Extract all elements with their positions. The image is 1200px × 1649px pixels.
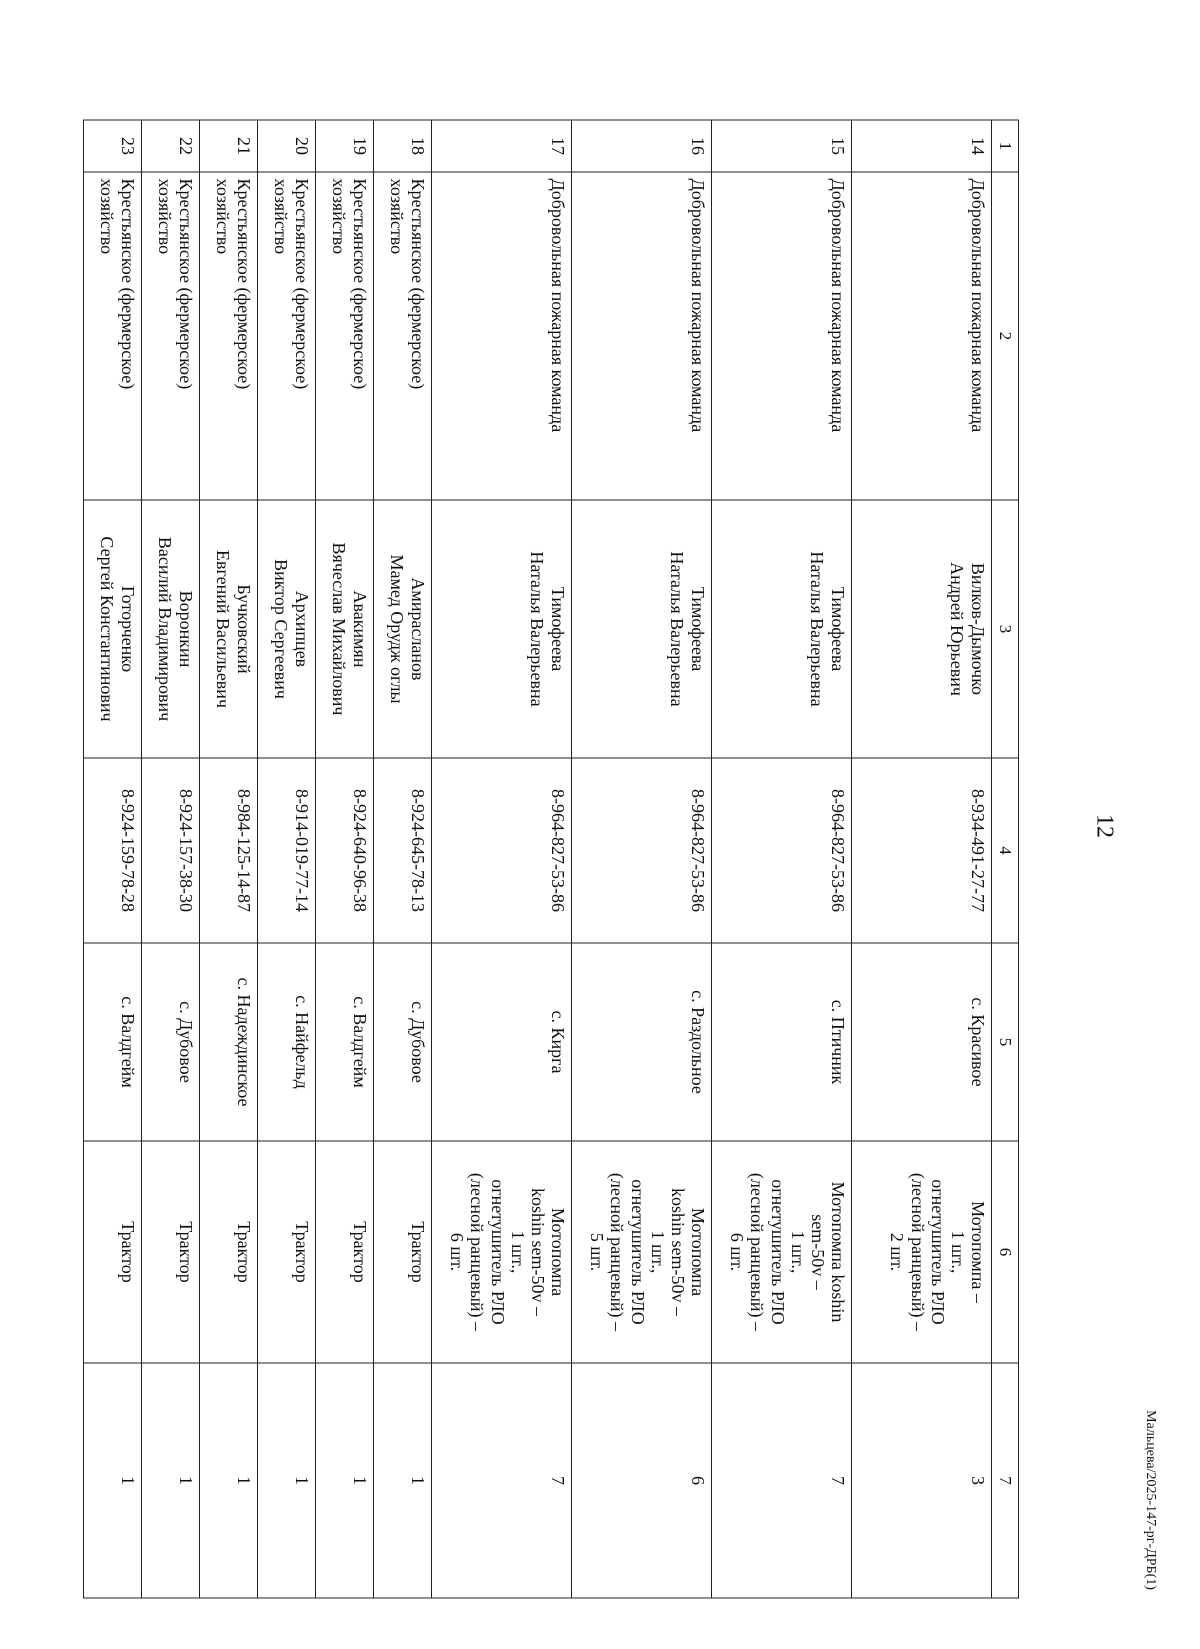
row-number-cell-text: 17: [548, 137, 568, 155]
organization-cell-text: Добровольная пожарная команда: [968, 178, 988, 433]
equipment-cell-text: Трактор: [292, 1221, 312, 1283]
column-header: 7: [992, 1363, 1019, 1598]
count-cell: [712, 1363, 852, 1598]
location-cell: [84, 943, 142, 1141]
equipment-cell: [258, 1141, 316, 1363]
equipment-cell-text: Мотопомпа koshin sem-50v – 1 шт., огнетушитель РЛО (лесной ранцевый) – 6 шт.: [727, 1172, 848, 1332]
table-row: [200, 120, 258, 1598]
row-number-cell-text: 22: [176, 137, 196, 155]
contact-name-cell: [432, 500, 572, 758]
count-cell-text: 1: [408, 1476, 428, 1485]
organization-cell: [374, 172, 432, 500]
contact-name-cell-text: Архипцев Виктор Сергеевич: [271, 559, 312, 699]
column-header: 3: [992, 500, 1019, 758]
contact-name-cell: [852, 500, 992, 758]
count-cell-text: 1: [176, 1476, 196, 1485]
location-cell-text: с. Красивое: [968, 997, 988, 1087]
table-row: [432, 120, 572, 1598]
phone-cell-text: 8-914-019-77-14: [292, 789, 312, 912]
contact-name-cell: [142, 500, 200, 758]
organization-cell-text: Крестьянское (фермерское) хозяйство: [329, 178, 370, 390]
phone-cell: [852, 758, 992, 943]
table-row: [142, 120, 200, 1598]
column-header: 1: [992, 120, 1019, 172]
contact-name-cell: [316, 500, 374, 758]
organization-cell-text: Крестьянское (фермерское) хозяйство: [97, 178, 138, 390]
column-header: 4: [992, 758, 1019, 943]
table-header-row: [992, 120, 1019, 1598]
count-cell-text: 1: [292, 1476, 312, 1485]
phone-cell-text: 8-934-491-27-77: [968, 789, 988, 912]
organization-cell-text: Добровольная пожарная команда: [548, 178, 568, 433]
phone-cell-text: 8-924-645-78-13: [408, 789, 428, 912]
phone-cell-text: 8-964-827-53-86: [828, 789, 848, 912]
table-row: [572, 120, 712, 1598]
location-cell: [200, 943, 258, 1141]
organization-cell-text: Крестьянское (фермерское) хозяйство: [155, 178, 196, 390]
table-row: [852, 120, 992, 1598]
count-cell: [572, 1363, 712, 1598]
count-cell-text: 7: [828, 1476, 848, 1485]
row-number-cell-text: 23: [118, 137, 138, 155]
phone-cell-text: 8-964-827-53-86: [548, 789, 568, 912]
equipment-cell: [374, 1141, 432, 1363]
contact-name-cell-text: Готорченко Сергей Константинович: [97, 536, 138, 722]
equipment-cell: [200, 1141, 258, 1363]
contact-name-cell-text: Амирасланов Мамед Орудж оглы: [387, 554, 428, 704]
organization-cell-text: Крестьянское (фермерское) хозяйство: [271, 178, 312, 390]
contact-name-cell: [258, 500, 316, 758]
row-number-cell-text: 19: [350, 137, 370, 155]
location-cell-text: с. Надеждинское: [234, 977, 254, 1107]
phone-cell: [200, 758, 258, 943]
equipment-cell-text: Трактор: [408, 1221, 428, 1283]
organization-cell: [572, 172, 712, 500]
contact-name-cell-text: Бучковский Евгений Васильевич: [213, 549, 254, 708]
organization-cell: [200, 172, 258, 500]
location-cell: [142, 943, 200, 1141]
organization-cell-text: Добровольная пожарная команда: [688, 178, 708, 433]
organization-cell: [84, 172, 142, 500]
page-number: 12: [1091, 814, 1118, 838]
row-number-cell-text: 15: [828, 137, 848, 155]
phone-cell-text: 8-924-640-96-38: [350, 789, 370, 912]
location-cell-text: с. Валдгейм: [350, 996, 370, 1088]
contact-name-cell: [712, 500, 852, 758]
contact-name-cell-text: Тимофеева Наталья Валерьевна: [807, 551, 848, 707]
row-number-cell-text: 16: [688, 137, 708, 155]
organization-cell: [142, 172, 200, 500]
organization-cell: [258, 172, 316, 500]
phone-cell: [572, 758, 712, 943]
location-cell: [316, 943, 374, 1141]
equipment-cell-text: Трактор: [176, 1221, 196, 1283]
count-cell-text: 6: [688, 1476, 708, 1485]
phone-cell-text: 8-924-157-38-30: [176, 789, 196, 912]
phone-cell-text: 8-984-125-14-87: [234, 789, 254, 912]
location-cell-text: с. Раздольное: [688, 990, 708, 1094]
equipment-cell-text: Мотопомпа – 1 шт., огнетушитель РЛО (лесной ранцевый) – 2 шт.: [887, 1172, 988, 1332]
row-number-cell-text: 21: [234, 137, 254, 155]
row-number-cell: [432, 120, 572, 172]
count-cell: [374, 1363, 432, 1598]
contact-name-cell-text: Тимофеева Наталья Валерьевна: [667, 551, 708, 707]
row-number-cell: [316, 120, 374, 172]
location-cell: [258, 943, 316, 1141]
location-cell: [572, 943, 712, 1141]
table-row: [712, 120, 852, 1598]
contact-name-cell-text: Вилков-Дымочко Андрей Юрьевич: [947, 562, 988, 696]
contact-name-cell-text: Воронкин Василий Владимирович: [155, 536, 196, 722]
organization-cell-text: Крестьянское (фермерское) хозяйство: [213, 178, 254, 390]
row-number-cell: [374, 120, 432, 172]
organization-cell-text: Крестьянское (фермерское) хозяйство: [387, 178, 428, 390]
row-number-cell: [84, 120, 142, 172]
row-number-cell: [712, 120, 852, 172]
count-cell: [142, 1363, 200, 1598]
equipment-cell: [852, 1141, 992, 1363]
equipment-cell-text: Мотопомпа koshin sem-50v – 1 шт., огнетушитель РЛО (лесной ранцевый) – 5 шт.: [587, 1172, 708, 1332]
phone-cell: [316, 758, 374, 943]
location-cell: [374, 943, 432, 1141]
equipment-cell-text: Трактор: [234, 1221, 254, 1283]
contact-name-cell-text: Авакимян Вячеслав Михайлович: [329, 542, 370, 716]
count-cell: [200, 1363, 258, 1598]
phone-cell: [84, 758, 142, 943]
location-cell-text: с. Найфельд: [292, 995, 312, 1089]
row-number-cell: [852, 120, 992, 172]
count-cell: [316, 1363, 374, 1598]
count-cell-text: 7: [548, 1476, 568, 1485]
phone-cell: [142, 758, 200, 943]
phone-cell-text: 8-924-159-78-28: [118, 789, 138, 912]
equipment-cell-text: Трактор: [118, 1221, 138, 1283]
row-number-cell-text: 18: [408, 137, 428, 155]
count-cell-text: 1: [350, 1476, 370, 1485]
column-header: 6: [992, 1141, 1019, 1363]
location-cell: [432, 943, 572, 1141]
count-cell: [258, 1363, 316, 1598]
location-cell: [712, 943, 852, 1141]
equipment-cell: [712, 1141, 852, 1363]
equipment-cell: [432, 1141, 572, 1363]
equipment-cell: [84, 1141, 142, 1363]
location-cell-text: с. Дубовое: [408, 1001, 428, 1083]
table-row: [316, 120, 374, 1598]
row-number-cell: [572, 120, 712, 172]
location-cell-text: с. Птичник: [828, 999, 848, 1085]
location-cell-text: с. Валдгейм: [118, 996, 138, 1088]
footer-reference: Мальцева/2025-147-рг-ДРБ(1): [1143, 1410, 1158, 1590]
phone-cell: [712, 758, 852, 943]
equipment-cell: [572, 1141, 712, 1363]
phone-cell: [258, 758, 316, 943]
row-number-cell-text: 14: [968, 137, 988, 155]
row-number-cell: [200, 120, 258, 172]
equipment-cell: [316, 1141, 374, 1363]
data-table: [83, 120, 1019, 1599]
count-cell-text: 1: [118, 1476, 138, 1485]
count-cell: [852, 1363, 992, 1598]
phone-cell: [374, 758, 432, 943]
organization-cell: [852, 172, 992, 500]
table-row: [374, 120, 432, 1598]
column-header: 2: [992, 172, 1019, 500]
row-number-cell: [258, 120, 316, 172]
location-cell-text: с. Дубовое: [176, 1001, 196, 1083]
contact-name-cell: [200, 500, 258, 758]
row-number-cell: [142, 120, 200, 172]
phone-cell-text: 8-964-827-53-86: [688, 789, 708, 912]
contact-name-cell-text: Тимофеева Наталья Валерьевна: [527, 551, 568, 707]
location-cell: [852, 943, 992, 1141]
table-row: [84, 120, 142, 1598]
organization-cell: [432, 172, 572, 500]
table-container: [97, 120, 1015, 1598]
row-number-cell-text: 20: [292, 137, 312, 155]
count-cell-text: 3: [968, 1476, 988, 1485]
equipment-cell: [142, 1141, 200, 1363]
count-cell: [84, 1363, 142, 1598]
count-cell-text: 1: [234, 1476, 254, 1485]
table-row: [258, 120, 316, 1598]
organization-cell: [712, 172, 852, 500]
equipment-cell-text: Мотопомпа koshin sem-50v – 1 шт., огнетушитель РЛО (лесной ранцевый) – 6 шт.: [447, 1172, 568, 1332]
organization-cell-text: Добровольная пожарная команда: [828, 178, 848, 433]
location-cell-text: с. Кирга: [548, 1010, 568, 1074]
count-cell: [432, 1363, 572, 1598]
column-header: 5: [992, 943, 1019, 1141]
contact-name-cell: [84, 500, 142, 758]
organization-cell: [316, 172, 374, 500]
equipment-cell-text: Трактор: [350, 1221, 370, 1283]
contact-name-cell: [374, 500, 432, 758]
phone-cell: [432, 758, 572, 943]
contact-name-cell: [572, 500, 712, 758]
